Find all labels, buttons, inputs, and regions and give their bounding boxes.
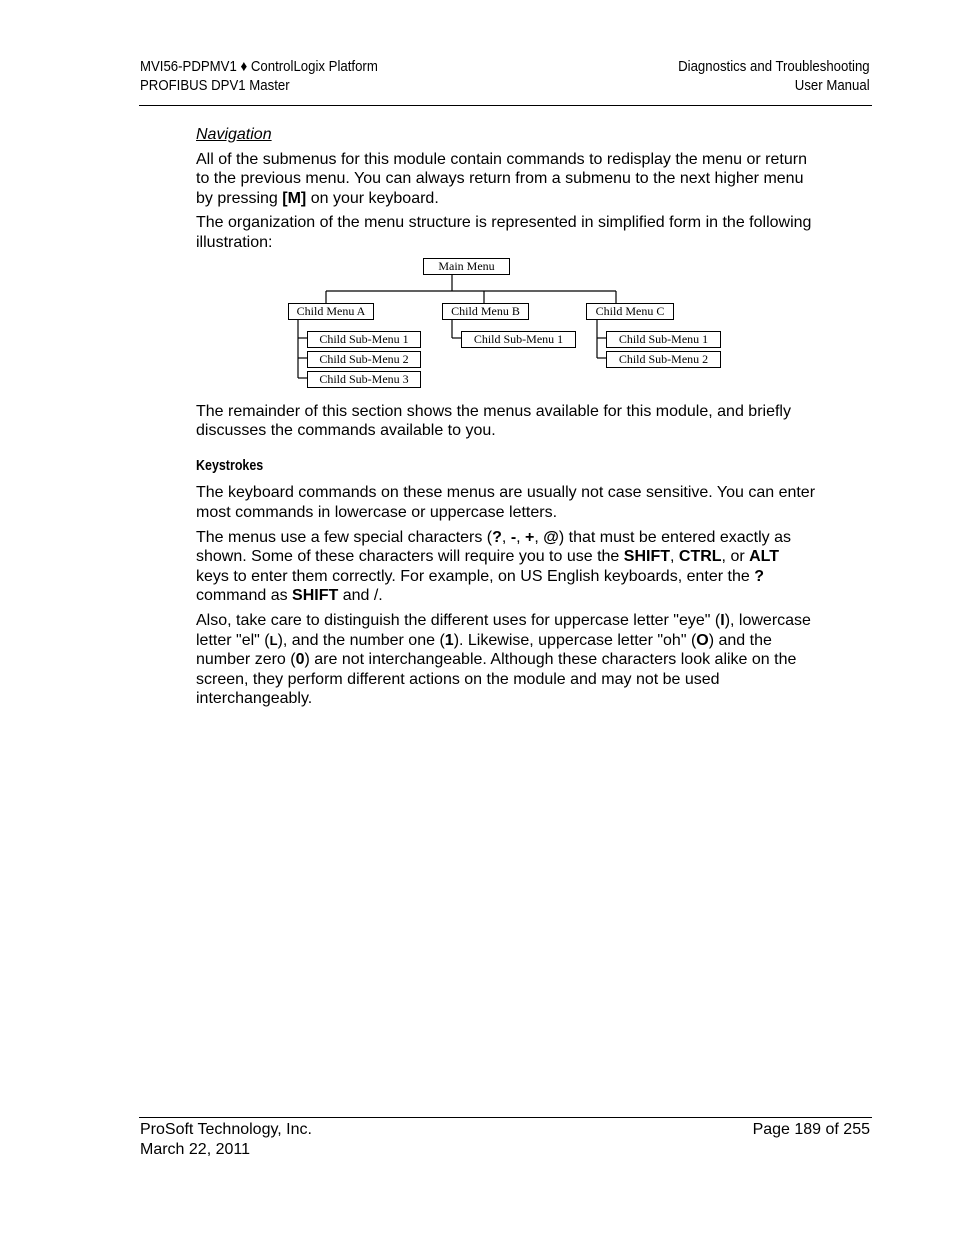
char-one: 1 <box>444 631 454 649</box>
text-run: , <box>534 528 544 546</box>
header-right <box>678 57 870 95</box>
footer-company: ProSoft Technology, Inc. <box>140 1121 312 1138</box>
main-content <box>196 125 816 714</box>
text-run: ), lowercase letter "el" ( <box>196 611 811 649</box>
key-alt: ALT <box>749 548 780 566</box>
diagram-connectors <box>196 258 816 393</box>
key-shift: SHIFT <box>623 548 670 566</box>
text-run: ), and the number one ( <box>277 631 445 649</box>
child-menu-a-box: Child Menu A <box>288 303 374 320</box>
char-uppercase-o: O <box>696 631 709 649</box>
text-run: on your keyboard. <box>306 189 439 207</box>
text-run: keys to enter them correctly. For example, on US English keyboards, enter the <box>196 567 755 585</box>
child-a-submenu-2-box: Child Sub-Menu 2 <box>307 351 421 368</box>
header-product: MVI56-PDPMV1 ♦ ControlLogix Platform <box>140 58 378 75</box>
navigation-paragraph-1 <box>196 150 816 209</box>
char-question: ? <box>492 528 502 546</box>
main-menu-box: Main Menu <box>423 258 510 275</box>
text-run: command as <box>196 587 293 605</box>
char-plus: + <box>525 528 535 546</box>
char-lowercase-l: L <box>269 632 278 648</box>
key-ctrl: CTRL <box>678 548 722 566</box>
text-run: ) that must be entered exactly as shown. Some of these characters will require you to use the <box>196 528 791 566</box>
child-a-submenu-1-box: Child Sub-Menu 1 <box>307 331 421 348</box>
keystrokes-paragraph-1: The keyboard commands on these menus are usually not case sensitive. You can enter most commands in lowercase or uppercase letters. <box>196 484 816 521</box>
text-run: Also, take care to distinguish the different uses for uppercase letter "eye" ( <box>196 611 721 629</box>
text-run: , <box>516 528 526 546</box>
key-shift: SHIFT <box>292 587 339 605</box>
section-title: Navigation <box>196 126 272 143</box>
char-minus: - <box>510 528 517 546</box>
text-run: ) and the number zero ( <box>196 631 772 669</box>
header-divider <box>139 105 872 106</box>
text-run: ) are not interchangeable. Although these characters look alike on the screen, they perform different actions on the module and may not be used interchangeably. <box>196 651 797 708</box>
navigation-paragraph-2: The organization of the menu structure is represented in simplified form in the following illustration: <box>196 214 812 251</box>
child-c-submenu-1-box: Child Sub-Menu 1 <box>606 331 721 348</box>
key-m: [M] <box>282 189 307 207</box>
child-c-submenu-2-box: Child Sub-Menu 2 <box>606 351 721 368</box>
text-run: , <box>501 528 511 546</box>
text-run: All of the submenus for this module contain commands to redisplay the menu or return to the previous menu. You can always return from a submenu to the next higher menu by pressing <box>196 150 807 207</box>
child-menu-c-box: Child Menu C <box>586 303 674 320</box>
char-uppercase-i: I <box>720 611 725 629</box>
child-a-submenu-3-box: Child Sub-Menu 3 <box>307 371 421 388</box>
keystrokes-heading: Keystrokes <box>196 457 264 474</box>
header-left <box>140 57 378 95</box>
keystrokes-paragraph-2 <box>196 528 816 606</box>
header-chapter: Diagnostics and Troubleshooting <box>678 58 870 75</box>
header-manual: User Manual <box>795 77 870 94</box>
key-question: ? <box>754 567 764 585</box>
text-run: The menus use a few special characters ( <box>196 528 493 546</box>
menu-structure-diagram <box>196 258 816 393</box>
text-run: , <box>670 548 679 566</box>
footer-left <box>140 1120 312 1159</box>
child-menu-b-box: Child Menu B <box>442 303 529 320</box>
char-zero: 0 <box>295 651 305 669</box>
footer-right <box>753 1120 870 1140</box>
text-run: and /. <box>338 587 383 605</box>
footer-divider <box>139 1117 872 1118</box>
text-run: , or <box>721 548 750 566</box>
page-number: Page 189 of 255 <box>752 1121 870 1138</box>
header-subtitle: PROFIBUS DPV1 Master <box>140 77 290 94</box>
navigation-paragraph-3: The remainder of this section shows the menus available for this module, and briefly discusses the commands available to you. <box>196 402 791 440</box>
char-at: @ <box>543 528 559 546</box>
footer-date: March 22, 2011 <box>140 1140 250 1158</box>
keystrokes-paragraph-3 <box>196 611 816 709</box>
child-b-submenu-1-box: Child Sub-Menu 1 <box>461 331 576 348</box>
text-run: ). Likewise, uppercase letter "oh" ( <box>453 631 697 649</box>
